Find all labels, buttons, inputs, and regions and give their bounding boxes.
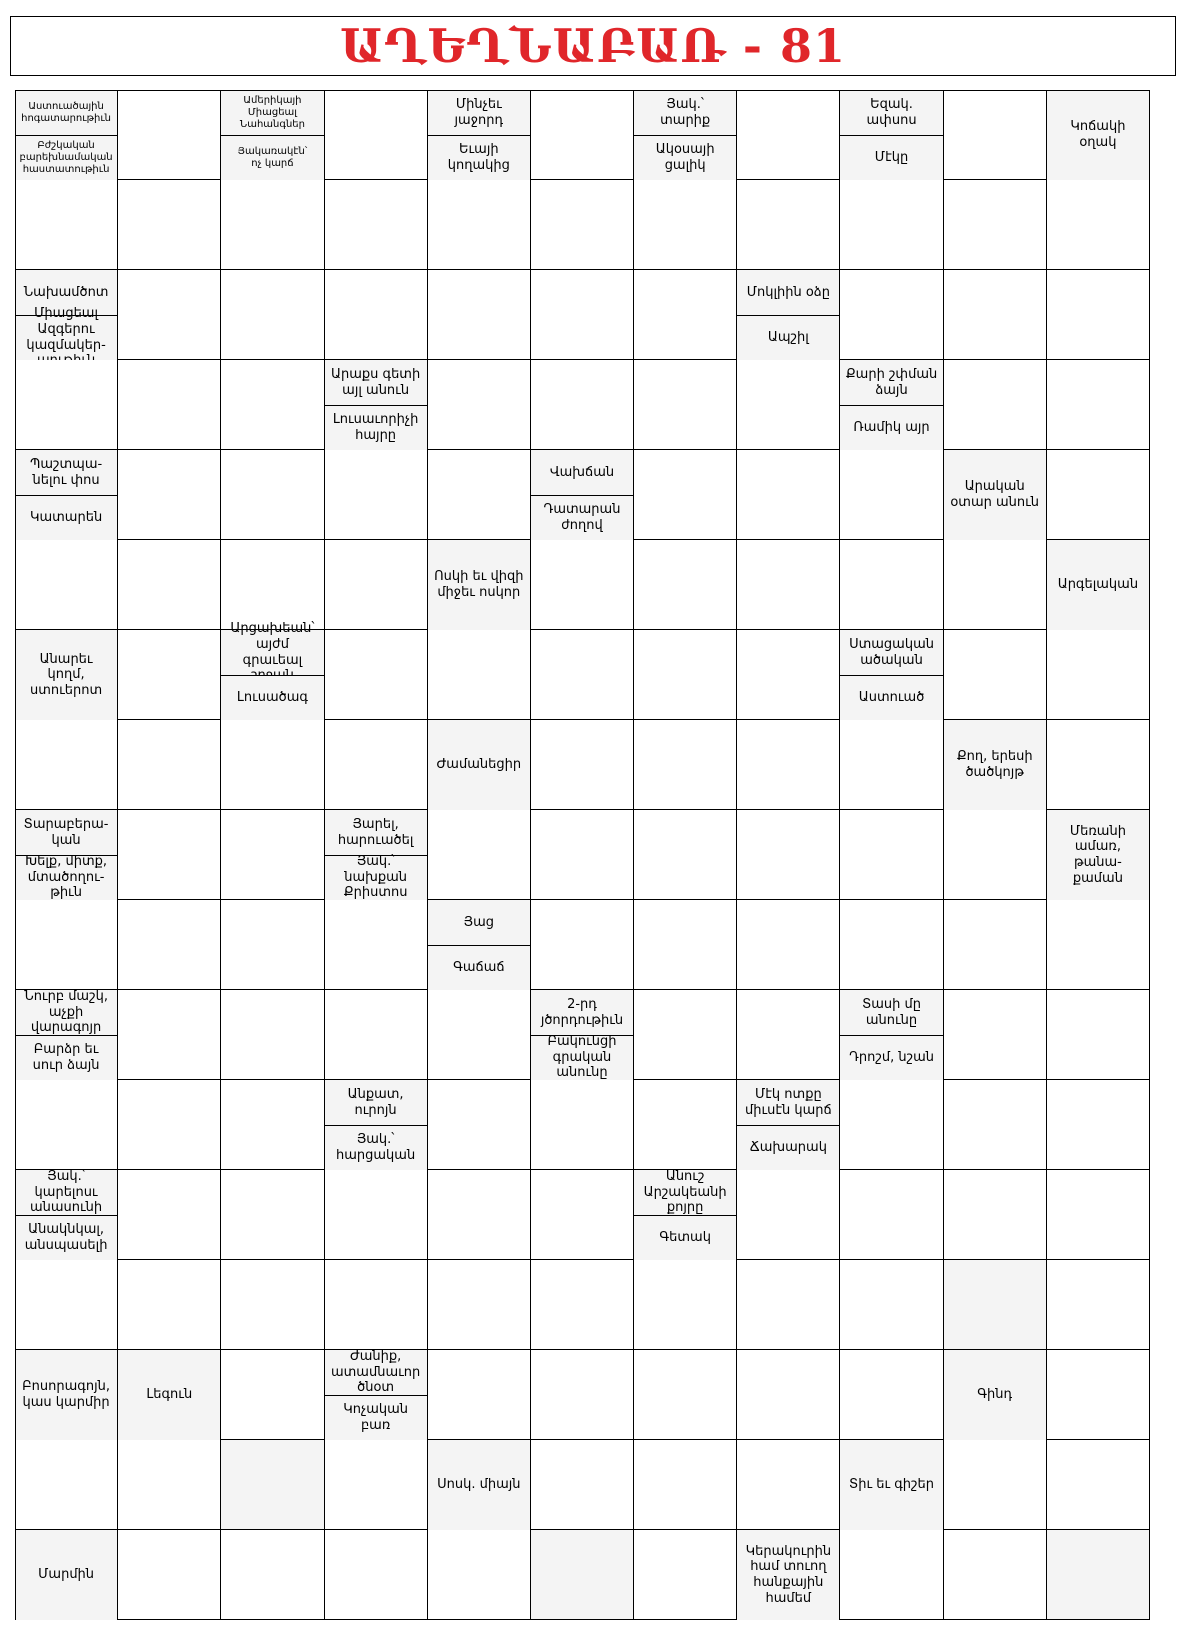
- clue-divider: [840, 405, 942, 406]
- answer-cell[interactable]: [531, 1170, 634, 1260]
- clue-cell: [737, 270, 840, 360]
- answer-cell[interactable]: [118, 810, 221, 900]
- answer-cell[interactable]: [428, 1080, 531, 1170]
- answer-cell[interactable]: [428, 180, 531, 270]
- clue-cell: [15, 630, 118, 720]
- answer-cell[interactable]: [221, 270, 324, 360]
- answer-cell[interactable]: [428, 810, 531, 900]
- clue-text: Դրոշմ, նշան: [840, 1035, 942, 1080]
- page-title: ԱՂԵՂՆԱԲԱՌ - 81: [339, 19, 847, 73]
- clue-divider: [325, 855, 427, 856]
- answer-cell[interactable]: [840, 1260, 943, 1350]
- answer-cell[interactable]: [221, 1530, 324, 1620]
- clue-text: այժմ գրաւեալ: [221, 630, 323, 675]
- answer-cell[interactable]: [15, 900, 118, 990]
- answer-cell[interactable]: [325, 1170, 428, 1260]
- clue-text: Պաշտպա- նելու փոս: [15, 450, 117, 495]
- answer-cell[interactable]: [531, 720, 634, 810]
- answer-cell[interactable]: [634, 1350, 737, 1440]
- answer-cell[interactable]: [1047, 630, 1150, 720]
- answer-cell[interactable]: [1047, 900, 1150, 990]
- answer-cell[interactable]: [221, 180, 324, 270]
- clue-cell: [944, 1350, 1047, 1440]
- clue-cell: [118, 1350, 221, 1440]
- answer-cell[interactable]: [325, 270, 428, 360]
- clue-text: Մէկ ոտքը միւսէն կարճ: [737, 1080, 839, 1125]
- answer-cell[interactable]: [840, 1530, 943, 1620]
- clue-cell: [15, 990, 118, 1080]
- answer-cell[interactable]: [531, 1440, 634, 1530]
- clue-divider: [325, 405, 427, 406]
- clue-cell: [634, 1170, 737, 1260]
- clue-text: Արական օտար անուն: [944, 450, 1046, 540]
- clue-cell: [15, 1530, 118, 1620]
- clue-text: Ռամիկ այր: [840, 405, 942, 450]
- clue-text: Յակ.՝ կարելոսւ անասունի: [15, 1170, 117, 1215]
- answer-cell[interactable]: [840, 810, 943, 900]
- clue-divider: [15, 1215, 117, 1216]
- clue-text: Նուրբ մաշկ, աչքի վարագոյր: [15, 990, 117, 1035]
- clue-divider: [737, 1125, 839, 1126]
- clue-text: Ժամանեցիր: [428, 720, 530, 810]
- answer-cell[interactable]: [15, 1260, 118, 1350]
- clue-text: Եզակ. ափսոս: [840, 90, 942, 135]
- clue-cell: [840, 90, 943, 180]
- clue-cell: [15, 810, 118, 900]
- clue-cell: [15, 1350, 118, 1440]
- answer-cell[interactable]: [118, 1530, 221, 1620]
- clue-text: Անարեւ կողմ, ստուերոտ: [15, 630, 117, 720]
- answer-cell[interactable]: [325, 540, 428, 630]
- clue-divider: [15, 495, 117, 496]
- answer-cell[interactable]: [118, 630, 221, 720]
- block-cell: [221, 1440, 324, 1530]
- answer-cell[interactable]: [531, 1260, 634, 1350]
- answer-cell[interactable]: [1047, 1440, 1150, 1530]
- clue-text: Տասի մը անունը: [840, 990, 942, 1035]
- clue-cell: [428, 1440, 531, 1530]
- answer-cell[interactable]: [1047, 270, 1150, 360]
- clue-text: Քող, երեսի ծածկոյթ: [944, 720, 1046, 810]
- clue-text: Վախճան: [531, 450, 633, 495]
- answer-cell[interactable]: [428, 270, 531, 360]
- answer-cell[interactable]: [1047, 990, 1150, 1080]
- clue-cell: [325, 1080, 428, 1170]
- answer-cell[interactable]: [531, 90, 634, 180]
- answer-cell[interactable]: [1047, 450, 1150, 540]
- clue-text: Մէկը: [840, 135, 942, 180]
- clue-text: Սոսկ. միայն: [428, 1440, 530, 1530]
- clue-cell: [15, 90, 118, 180]
- clue-cell: [840, 990, 943, 1080]
- answer-cell[interactable]: [221, 540, 324, 630]
- answer-cell[interactable]: [1047, 1170, 1150, 1260]
- answer-cell[interactable]: [634, 540, 737, 630]
- answer-cell[interactable]: [118, 1440, 221, 1530]
- answer-cell[interactable]: [840, 540, 943, 630]
- clue-text: Դատարան ժողով: [531, 495, 633, 540]
- clue-divider: [737, 315, 839, 316]
- answer-cell[interactable]: [531, 810, 634, 900]
- answer-cell[interactable]: [737, 900, 840, 990]
- clue-text: Կատարեն: [15, 495, 117, 540]
- answer-cell[interactable]: [531, 900, 634, 990]
- clue-text: Տիւ եւ գիշեր: [840, 1440, 942, 1530]
- clue-text: Ամերիկայի Միացեալ Նահանգներ: [221, 90, 323, 135]
- answer-cell[interactable]: [428, 990, 531, 1080]
- answer-cell[interactable]: [325, 450, 428, 540]
- clue-cell: [531, 450, 634, 540]
- answer-cell[interactable]: [634, 270, 737, 360]
- clue-divider: [531, 1035, 633, 1036]
- answer-cell[interactable]: [118, 1080, 221, 1170]
- clue-cell: [840, 630, 943, 720]
- answer-cell[interactable]: [221, 1350, 324, 1440]
- clue-cell: [428, 540, 531, 630]
- answer-cell[interactable]: [531, 270, 634, 360]
- clue-text: Աստուածային հոգատարութիւն: [15, 90, 117, 135]
- clue-text: Յակառակէն՝ ոչ կարճ: [221, 135, 323, 180]
- answer-cell[interactable]: [325, 630, 428, 720]
- clue-text: Գինդ: [944, 1350, 1046, 1440]
- clue-divider: [15, 855, 117, 856]
- answer-cell[interactable]: [737, 1440, 840, 1530]
- clue-cell: [737, 1530, 840, 1620]
- answer-cell[interactable]: [221, 990, 324, 1080]
- answer-cell[interactable]: [634, 450, 737, 540]
- answer-cell[interactable]: [428, 1260, 531, 1350]
- answer-cell[interactable]: [118, 1170, 221, 1260]
- answer-cell[interactable]: [15, 540, 118, 630]
- answer-cell[interactable]: [15, 180, 118, 270]
- answer-cell[interactable]: [531, 180, 634, 270]
- clue-text: Գաճաճ: [428, 945, 530, 990]
- answer-cell[interactable]: [221, 1260, 324, 1350]
- answer-cell[interactable]: [221, 1170, 324, 1260]
- clue-text: Կոչական բառ: [325, 1395, 427, 1440]
- answer-cell[interactable]: [428, 1350, 531, 1440]
- answer-cell[interactable]: [840, 1170, 943, 1260]
- answer-cell[interactable]: [325, 720, 428, 810]
- answer-cell[interactable]: [1047, 1350, 1150, 1440]
- answer-cell[interactable]: [15, 720, 118, 810]
- answer-cell[interactable]: [15, 1080, 118, 1170]
- answer-cell[interactable]: [944, 270, 1047, 360]
- clue-divider: [15, 1035, 117, 1036]
- clue-divider: [325, 1395, 427, 1396]
- clue-text: Ոսկի եւ վիզի միջեւ ոսկոր: [428, 540, 530, 630]
- answer-cell[interactable]: [840, 900, 943, 990]
- clue-text: Տարաբերա- կան: [15, 810, 117, 855]
- answer-cell[interactable]: [840, 1080, 943, 1170]
- answer-cell[interactable]: [325, 990, 428, 1080]
- answer-cell[interactable]: [840, 270, 943, 360]
- clue-text: Արաքս գետի այլ անուն: [325, 360, 427, 405]
- clue-text: 2-րդ յծորդութիւն: [531, 990, 633, 1035]
- clue-divider: [221, 135, 323, 136]
- clue-text: Ապշիլ: [737, 315, 839, 360]
- clue-text: Խելք, միտք, մտածողու- թիւն: [15, 855, 117, 900]
- answer-cell[interactable]: [325, 90, 428, 180]
- answer-cell[interactable]: [737, 1260, 840, 1350]
- clue-cell: [428, 90, 531, 180]
- answer-cell[interactable]: [737, 180, 840, 270]
- answer-cell[interactable]: [118, 540, 221, 630]
- answer-cell[interactable]: [737, 360, 840, 450]
- clue-cell: [15, 450, 118, 540]
- answer-cell[interactable]: [944, 1440, 1047, 1530]
- answer-cell[interactable]: [944, 900, 1047, 990]
- clue-divider: [428, 135, 530, 136]
- clue-divider: [634, 135, 736, 136]
- answer-cell[interactable]: [634, 360, 737, 450]
- answer-cell[interactable]: [1047, 180, 1150, 270]
- clue-text: Կերակուրին համ տուող հանքային համեմ: [737, 1530, 839, 1620]
- clue-cell: [1047, 810, 1150, 900]
- answer-cell[interactable]: [325, 900, 428, 990]
- answer-cell[interactable]: [944, 540, 1047, 630]
- clue-text: Բոսորագոյն, կաս կարմիր: [15, 1350, 117, 1440]
- clue-text: Ստացական ածական: [840, 630, 942, 675]
- block-cell: [1047, 1530, 1150, 1620]
- clue-divider: [531, 495, 633, 496]
- clue-text: Ճախարակ: [737, 1125, 839, 1170]
- answer-cell[interactable]: [737, 1170, 840, 1260]
- clue-cell: [428, 720, 531, 810]
- answer-cell[interactable]: [737, 540, 840, 630]
- answer-cell[interactable]: [840, 1350, 943, 1440]
- answer-cell[interactable]: [944, 630, 1047, 720]
- clue-text: Արգելական: [1047, 540, 1149, 630]
- clue-text: Անուշ Արշակեանի քոյրը: [634, 1170, 736, 1215]
- clue-divider: [15, 315, 117, 316]
- clue-text: Լուսածագ: [221, 675, 323, 720]
- clue-text: Մեռանի ամառ, թանա- քաման: [1047, 810, 1149, 900]
- title-box: [10, 16, 1176, 76]
- answer-cell[interactable]: [634, 900, 737, 990]
- answer-cell[interactable]: [840, 720, 943, 810]
- answer-cell[interactable]: [944, 180, 1047, 270]
- answer-cell[interactable]: [118, 90, 221, 180]
- answer-cell[interactable]: [428, 360, 531, 450]
- answer-cell[interactable]: [118, 900, 221, 990]
- answer-cell[interactable]: [634, 180, 737, 270]
- clue-cell: [15, 270, 118, 360]
- clue-text: Մինչեւ յաջորդ: [428, 90, 530, 135]
- clue-text: Եւայի կողակից: [428, 135, 530, 180]
- clue-divider: [325, 1125, 427, 1126]
- answer-cell[interactable]: [944, 90, 1047, 180]
- answer-cell[interactable]: [737, 810, 840, 900]
- answer-cell[interactable]: [737, 450, 840, 540]
- clue-cell: [737, 1080, 840, 1170]
- clue-divider: [221, 675, 323, 676]
- answer-cell[interactable]: [737, 1350, 840, 1440]
- answer-cell[interactable]: [944, 990, 1047, 1080]
- answer-cell[interactable]: [634, 1260, 737, 1350]
- clue-text: Անակնկալ, անսպասելի: [15, 1215, 117, 1260]
- clue-text: Ազգերու կազմակեր-: [15, 315, 117, 360]
- clue-text: Ակօսայի ցալիկ: [634, 135, 736, 180]
- clue-cell: [15, 1170, 118, 1260]
- clue-text: Յակ.՝ տարիք: [634, 90, 736, 135]
- answer-cell[interactable]: [1047, 1080, 1150, 1170]
- answer-cell[interactable]: [531, 1080, 634, 1170]
- answer-cell[interactable]: [1047, 720, 1150, 810]
- clue-text: Քարի շփման ձայն: [840, 360, 942, 405]
- answer-cell[interactable]: [325, 1530, 428, 1620]
- answer-cell[interactable]: [221, 810, 324, 900]
- answer-cell[interactable]: [118, 180, 221, 270]
- clue-divider: [840, 1035, 942, 1036]
- answer-cell[interactable]: [118, 450, 221, 540]
- clue-cell: [325, 1350, 428, 1440]
- clue-cell: [531, 990, 634, 1080]
- clue-divider: [840, 135, 942, 136]
- clue-divider: [840, 675, 942, 676]
- clue-text: Նախամծոտ: [15, 270, 117, 315]
- answer-cell[interactable]: [221, 720, 324, 810]
- answer-cell[interactable]: [221, 360, 324, 450]
- answer-cell[interactable]: [428, 630, 531, 720]
- answer-cell[interactable]: [118, 360, 221, 450]
- clue-text: Բակունցի գրական անունը: [531, 1035, 633, 1080]
- answer-cell[interactable]: [944, 1080, 1047, 1170]
- clue-cell: [1047, 90, 1150, 180]
- answer-cell[interactable]: [737, 630, 840, 720]
- clue-cell: [840, 360, 943, 450]
- answer-cell[interactable]: [15, 360, 118, 450]
- answer-cell[interactable]: [428, 1170, 531, 1260]
- clue-text: Աստուած: [840, 675, 942, 720]
- answer-cell[interactable]: [737, 720, 840, 810]
- clue-divider: [15, 135, 117, 136]
- clue-text: Լուսաւորիչի հայրը: [325, 405, 427, 450]
- answer-cell[interactable]: [840, 180, 943, 270]
- clue-text: Բարձր եւ սուր ձայն: [15, 1035, 117, 1080]
- answer-cell[interactable]: [531, 540, 634, 630]
- answer-cell[interactable]: [634, 630, 737, 720]
- crossword-grid: [15, 90, 1150, 1620]
- answer-cell[interactable]: [118, 990, 221, 1080]
- answer-cell[interactable]: [944, 360, 1047, 450]
- clue-text: Լեգուն: [118, 1350, 220, 1440]
- answer-cell[interactable]: [634, 810, 737, 900]
- clue-text: Գետակ: [634, 1215, 736, 1260]
- clue-text: Ժանիք, ատամնաւոր ծնօտ: [325, 1350, 427, 1395]
- clue-text: Յարել, հարուածել: [325, 810, 427, 855]
- answer-cell[interactable]: [737, 90, 840, 180]
- answer-cell[interactable]: [15, 1440, 118, 1530]
- answer-cell[interactable]: [221, 450, 324, 540]
- clue-text: Յակ.՝ նախքան Քրիստոս: [325, 855, 427, 900]
- clue-text: Մարմին: [15, 1530, 117, 1620]
- clue-text: Մոկլիին օձը: [737, 270, 839, 315]
- answer-cell[interactable]: [428, 450, 531, 540]
- answer-cell[interactable]: [634, 720, 737, 810]
- answer-cell[interactable]: [944, 1530, 1047, 1620]
- answer-cell[interactable]: [118, 270, 221, 360]
- answer-cell[interactable]: [221, 1080, 324, 1170]
- clue-cell: [944, 720, 1047, 810]
- clue-cell: [840, 1440, 943, 1530]
- clue-cell: [221, 630, 324, 720]
- clue-text: Անքատ, ուրոյն: [325, 1080, 427, 1125]
- clue-divider: [428, 945, 530, 946]
- answer-cell[interactable]: [325, 1260, 428, 1350]
- answer-cell[interactable]: [840, 450, 943, 540]
- answer-cell[interactable]: [944, 810, 1047, 900]
- answer-cell[interactable]: [428, 1530, 531, 1620]
- answer-cell[interactable]: [944, 1170, 1047, 1260]
- answer-cell[interactable]: [531, 1350, 634, 1440]
- clue-divider: [634, 1215, 736, 1216]
- answer-cell[interactable]: [1047, 1260, 1150, 1350]
- answer-cell[interactable]: [221, 900, 324, 990]
- answer-cell[interactable]: [634, 1440, 737, 1530]
- clue-cell: [428, 900, 531, 990]
- clue-cell: [221, 90, 324, 180]
- answer-cell[interactable]: [1047, 360, 1150, 450]
- answer-cell[interactable]: [531, 360, 634, 450]
- answer-cell[interactable]: [325, 1440, 428, 1530]
- answer-cell[interactable]: [325, 180, 428, 270]
- clue-cell: [325, 360, 428, 450]
- clue-text: Կոճակի օղակ: [1047, 90, 1149, 180]
- clue-text: Յակ.՝ հարցական: [325, 1125, 427, 1170]
- answer-cell[interactable]: [634, 1080, 737, 1170]
- answer-cell[interactable]: [118, 720, 221, 810]
- clue-cell: [1047, 540, 1150, 630]
- clue-text: Յաց: [428, 900, 530, 945]
- clue-cell: [325, 810, 428, 900]
- block-cell: [531, 1530, 634, 1620]
- answer-cell[interactable]: [737, 990, 840, 1080]
- clue-text: Բժշկական բարեխնամական հաստատութիւն: [15, 135, 117, 180]
- clue-cell: [634, 90, 737, 180]
- block-cell: [944, 1260, 1047, 1350]
- answer-cell[interactable]: [118, 1260, 221, 1350]
- clue-cell: [944, 450, 1047, 540]
- answer-cell[interactable]: [634, 990, 737, 1080]
- answer-cell[interactable]: [634, 1530, 737, 1620]
- answer-cell[interactable]: [531, 630, 634, 720]
